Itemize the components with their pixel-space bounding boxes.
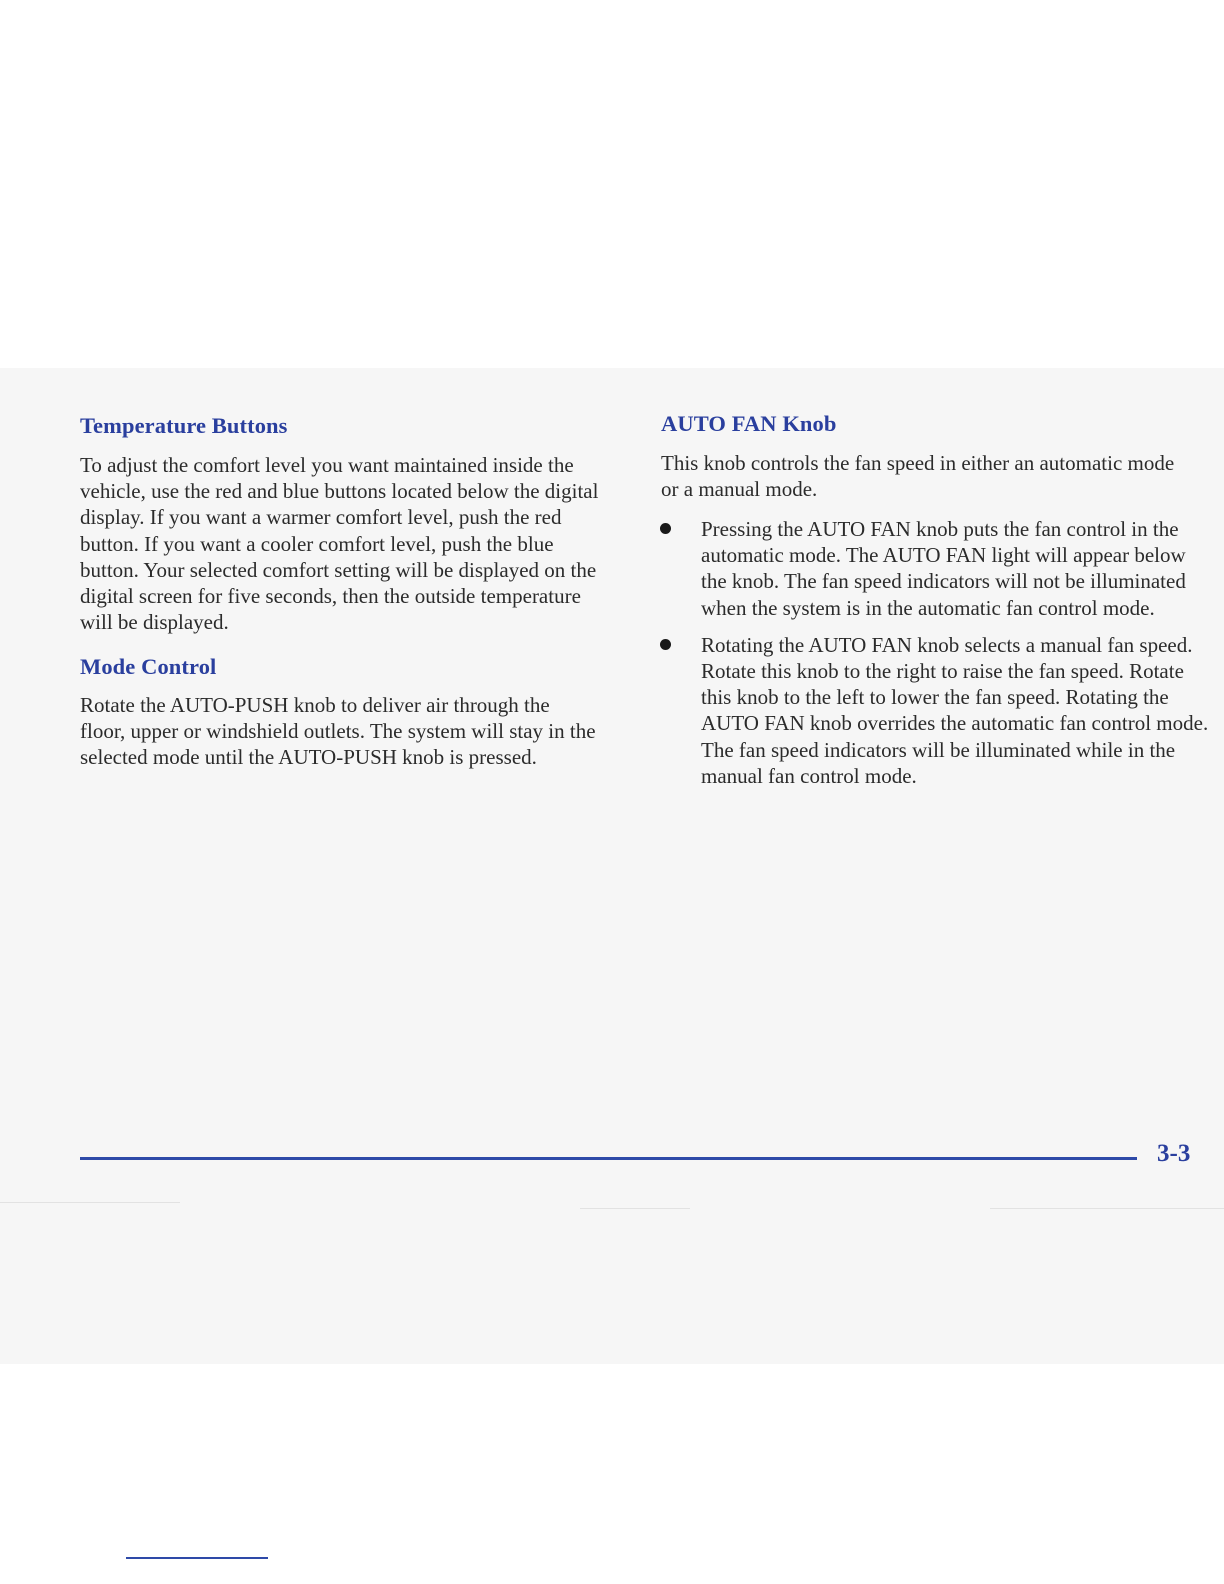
auto-fan-knob-intro: This knob controls the fan speed in either an automatic mode or a manual mode.: [661, 451, 1175, 502]
content-band: [0, 368, 1224, 1364]
list-item: [667, 516, 1212, 621]
mode-control-text: Rotate the AUTO-PUSH knob to deliver air through the floor, upper or windshield outlets. The system will stay in the selected mode until the AUTO-PUSH knob is pressed.: [80, 693, 596, 770]
bullet-text: Pressing the AUTO FAN knob puts the fan control in the automatic mode. The AUTO FAN light will appear below the knob. The fan speed indicators will not be illuminated when the system is in the automatic fan control mode.: [701, 517, 1186, 620]
mode-control-heading: Mode Control: [80, 654, 217, 679]
footer-rule: [80, 1157, 1137, 1160]
temperature-buttons-text: To adjust the comfort level you want maintained inside the vehicle, use the red and blue buttons located below the digital display. If you want a warmer comfort level, push the red button. If you want a cooler comfort level, push the blue button. Your selected comfort setting will be displayed on the digital screen for five seconds, then the outside temperature will be displayed.: [80, 453, 599, 635]
scan-divider-line: [580, 1208, 690, 1209]
scan-divider-line: [0, 1202, 180, 1203]
bullet-text: Rotating the AUTO FAN knob selects a manual fan speed. Rotate this knob to the right to raise the fan speed. Rotate this knob to the left to lower the fan speed. Rotating the AUTO FAN knob overrides the automatic fan control mode. The fan speed indicators will be illuminated while in the manual fan control mode.: [701, 632, 1209, 788]
bottom-mark-line: [126, 1557, 268, 1559]
auto-fan-bullet-list: [667, 516, 1212, 789]
temperature-buttons-heading: Temperature Buttons: [80, 413, 288, 438]
auto-fan-knob-heading: AUTO FAN Knob: [661, 411, 837, 436]
scan-divider-line: [990, 1208, 1224, 1209]
list-item: [667, 632, 1212, 789]
bullet-icon: [660, 523, 671, 534]
bullet-icon: [660, 639, 671, 650]
page-number: 3-3: [1157, 1140, 1191, 1167]
